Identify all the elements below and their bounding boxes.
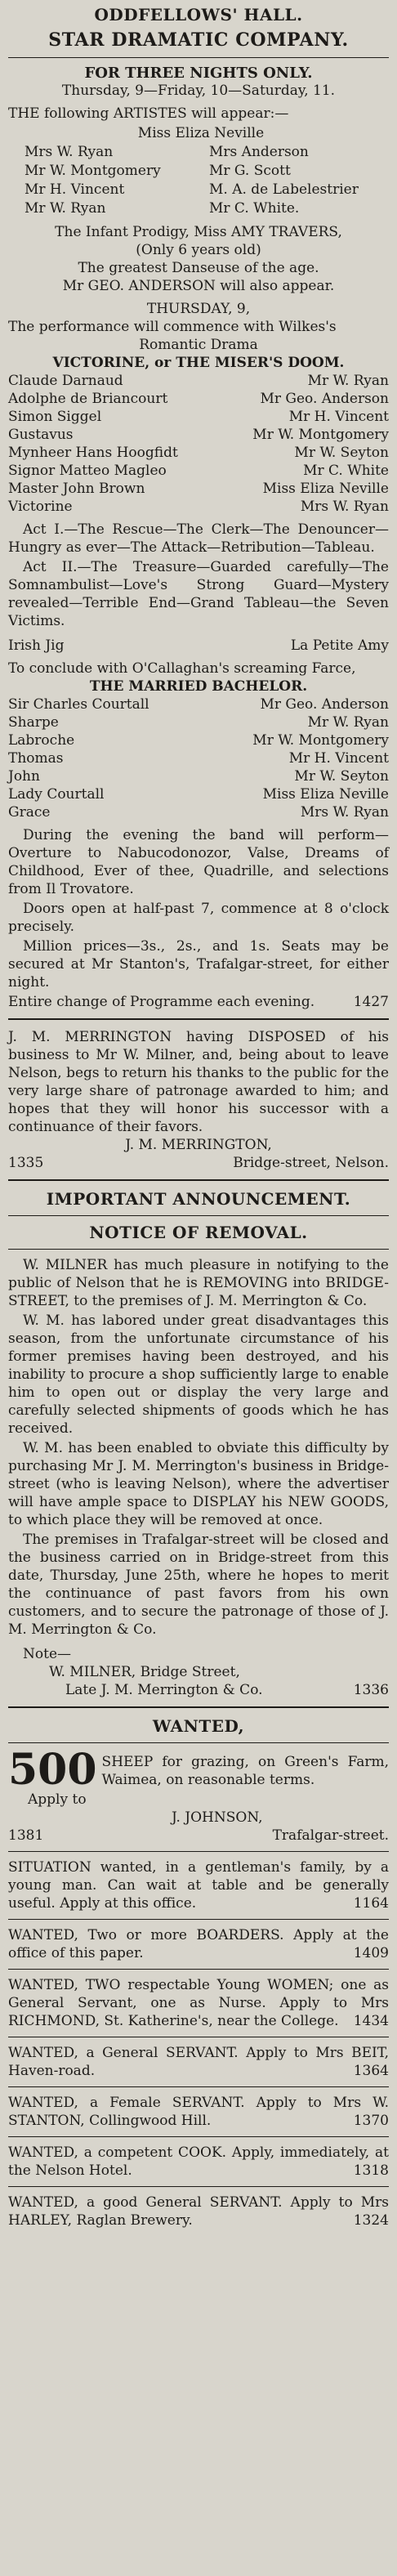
jig-label: Irish Jig xyxy=(8,637,65,654)
thursday-heading: THURSDAY, 9, xyxy=(146,301,251,317)
sheep-text: SHEEP for grazing, on Green's Farm, Waimea, on reasonable terms. xyxy=(101,1754,389,1788)
cast-row xyxy=(8,372,389,390)
ad-body: WANTED, TWO respectable Young WOMEN; one as General Servant, one as Nurse. Apply to Mrs RICHMOND, St. Katherine's, near the College. xyxy=(8,1977,389,2029)
divider xyxy=(8,1018,389,1020)
cast-row xyxy=(8,695,389,713)
change-text: Entire change of Programme each evening. xyxy=(8,994,315,1010)
sheep-advert xyxy=(8,1745,389,1845)
note-label: Note— xyxy=(23,1646,72,1662)
wanted-ad xyxy=(8,2044,389,2080)
hall-title: ODDFELLOWS' HALL. xyxy=(94,5,303,25)
important-heading: IMPORTANT ANNOUNCEMENT. xyxy=(46,1189,351,1209)
conclude-line: To conclude with O'Callaghan's screaming Farce, xyxy=(8,660,356,677)
divider xyxy=(8,1742,389,1743)
prodigy-line: The Infant Prodigy, Miss AMY TRAVERS, xyxy=(55,224,342,240)
cast-row xyxy=(8,713,389,731)
ad-text xyxy=(8,1976,389,2030)
cast-role: Labroche xyxy=(8,732,75,749)
cast-row xyxy=(8,462,389,480)
cast-role: Sharpe xyxy=(8,714,59,731)
cast-row xyxy=(8,390,389,408)
cast-actor: Mr W. Ryan xyxy=(307,714,389,731)
cast-role: Gustavus xyxy=(8,427,74,443)
cast-actor: Mr W. Ryan xyxy=(307,373,389,389)
cast-row xyxy=(8,731,389,749)
artiste-name: M. A. de Labelestrier xyxy=(209,181,359,198)
artiste-name: Mrs W. Ryan xyxy=(25,144,114,160)
cast-actor: Mrs W. Ryan xyxy=(300,804,389,821)
artiste-name: Mr G. Scott xyxy=(209,163,291,179)
divider xyxy=(8,1919,389,1920)
ad-text xyxy=(8,1926,389,1962)
cast-row xyxy=(8,444,389,462)
artiste-name: Mrs Anderson xyxy=(209,144,309,160)
cast-role: Grace xyxy=(8,804,51,821)
advert-ref: 1164 xyxy=(353,1895,389,1912)
cast-role: Thomas xyxy=(8,750,64,767)
removal-heading: NOTICE OF REMOVAL. xyxy=(89,1223,308,1242)
anderson-line: Mr GEO. ANDERSON will also appear. xyxy=(62,278,335,294)
doors-notice: Doors open at half-past 7, commence at 8 o'clock precisely. xyxy=(8,901,389,935)
merrington-notice xyxy=(8,1028,389,1172)
advert-ref: 1318 xyxy=(353,2162,389,2179)
cast-row xyxy=(8,767,389,785)
change-notice xyxy=(8,993,389,1011)
cast-row xyxy=(8,408,389,426)
wanted-ad xyxy=(8,1926,389,1962)
artistes-intro: THE following ARTISTES will appear:— xyxy=(8,105,289,122)
advert-ref: 1335 xyxy=(8,1155,44,1171)
prodigy-age: (Only 6 years old) xyxy=(136,242,261,258)
divider xyxy=(8,1215,389,1216)
removal-p1: W. MILNER has much pleasure in notifying to the public of Nelson that he is REMOVING into BRIDGE-STREET, to the premises of J. M. Merrington & Co. xyxy=(8,1257,389,1309)
cast-role: Master John Brown xyxy=(8,481,145,497)
advert-ref: 1336 xyxy=(353,1682,389,1698)
artiste-row xyxy=(25,162,377,181)
wanted-ads xyxy=(8,1851,389,2229)
divider xyxy=(8,1969,389,1970)
artiste-row xyxy=(25,199,377,218)
advert-ref: 1364 xyxy=(353,2063,389,2079)
wanted-heading: WANTED, xyxy=(152,1716,245,1736)
wanted-ad xyxy=(8,2194,389,2229)
divider xyxy=(8,1179,389,1181)
ad-body: WANTED, a good General SERVANT. Apply to Mrs HARLEY, Raglan Brewery. xyxy=(8,2194,389,2229)
sheep-signature: J. JOHNSON, xyxy=(172,1809,263,1826)
cast-actor: Mr H. Vincent xyxy=(288,409,389,425)
cast-actor: Mr Geo. Anderson xyxy=(260,391,389,407)
ad-body: WANTED, a Female SERVANT. Apply to Mrs W. STANTON, Collingwood Hill. xyxy=(8,2095,389,2129)
merrington-address: Bridge-street, Nelson. xyxy=(233,1155,389,1171)
ad-text xyxy=(8,2094,389,2130)
commence-line: The performance will commence with Wilkes's xyxy=(8,319,337,335)
cast-role: Mynheer Hans Hoogfidt xyxy=(8,445,178,461)
divider xyxy=(8,2136,389,2137)
artiste-name: Mr W. Ryan xyxy=(25,200,106,217)
milner-signature: W. MILNER, Bridge Street, xyxy=(49,1664,240,1680)
advert-ref: 1324 xyxy=(353,2212,389,2229)
divider xyxy=(8,2186,389,2187)
artiste-name: Miss Eliza Neville xyxy=(137,125,265,141)
artiste-row xyxy=(25,181,377,199)
dates-line: Thursday, 9—Friday, 10—Saturday, 11. xyxy=(61,83,336,99)
removal-p3: W. M. has been enabled to obviate this difficulty by purchasing Mr J. M. Merrington's business in Bridge-street (who is leaving Nelson), where the advertiser will have ample space to DISPLAY his NEW GOODS, to which place they will be removed at once. xyxy=(8,1440,389,1528)
wanted-ad xyxy=(8,1976,389,2030)
company-title: STAR DRAMATIC COMPANY. xyxy=(48,29,349,51)
cast-actor: Mr C. White xyxy=(303,463,389,479)
nights-heading: FOR THREE NIGHTS ONLY. xyxy=(84,65,313,82)
divider xyxy=(8,2086,389,2087)
sheep-apply: Apply to xyxy=(28,1791,87,1808)
artiste-name: Mr W. Montgomery xyxy=(25,163,161,179)
advert-ref: 1409 xyxy=(353,1945,389,1961)
prices-notice: Million prices—3s., 2s., and 1s. Seats may be secured at Mr Stanton's, Trafalgar-street, for either night. xyxy=(8,938,389,991)
ad-body: SITUATION wanted, in a gentleman's family, by a young man. Can wait at table and be generally useful. Apply at this office. xyxy=(8,1859,389,1912)
sheep-address: Trafalgar-street. xyxy=(272,1827,389,1844)
cast-row xyxy=(8,480,389,498)
cast-actor: Mr W. Seyton xyxy=(294,445,389,461)
ad-body: WANTED, a General SERVANT. Apply to Mrs BEIT, Haven-road. xyxy=(8,2045,389,2079)
cast-role: Simon Siggel xyxy=(8,409,102,425)
cast-row xyxy=(8,803,389,821)
ad-body: WANTED, a competent COOK. Apply, immediately, at the Nelson Hotel. xyxy=(8,2144,389,2179)
cast-row xyxy=(8,749,389,767)
act-two: Act II.—The Treasure—Guarded carefully—The Somnambulist—Love's Strong Guard—Mystery revealed—Terrible End—Grand Tableau—the Seven Victims. xyxy=(8,559,389,629)
wanted-ad xyxy=(8,2144,389,2180)
ad-text xyxy=(8,2194,389,2229)
advert-ref: 1370 xyxy=(353,2113,389,2129)
hall-advert xyxy=(8,5,389,1011)
divider xyxy=(8,1851,389,1852)
cast-role: Adolphe de Briancourt xyxy=(8,391,168,407)
cast-role: Victorine xyxy=(8,499,73,515)
removal-p2: W. M. has labored under great disadvantages this season, from the unfortunate circumstance of his former premises having been destroyed, and his inability to procure a shop sufficiently large to enable him to open out or display the very large and carefully selected shipments of goods which he has received. xyxy=(8,1313,389,1437)
advert-ref: 1434 xyxy=(353,2013,389,2029)
farce-cast xyxy=(8,695,389,821)
removal-notice xyxy=(8,1189,389,1699)
romantic-drama: Romantic Drama xyxy=(139,337,258,353)
advert-ref: 1381 xyxy=(8,1827,44,1844)
artistes-list xyxy=(8,123,389,218)
cast-role: Signor Matteo Magleo xyxy=(8,463,167,479)
cast-role: John xyxy=(8,768,40,785)
farce-title: THE MARRIED BACHELOR. xyxy=(89,678,308,695)
cast-row xyxy=(8,426,389,444)
merrington-text: J. M. MERRINGTON having DISPOSED of his business to Mr W. Milner, and, being about to leave Nelson, begs to return his thanks to the public for the very large share of patronage awarded to him; and hopes that they will honor his successor with a continuance of their favors. xyxy=(8,1029,389,1135)
wanted-ad xyxy=(8,1858,389,1912)
drama-title: VICTORINE, or THE MISER'S DOOM. xyxy=(52,355,345,371)
drama-cast xyxy=(8,372,389,516)
danseuse-line: The greatest Danseuse of the age. xyxy=(78,260,319,276)
milner-late: Late J. M. Merrington & Co. xyxy=(65,1682,263,1698)
ad-body: WANTED, Two or more BOARDERS. Apply at the office of this paper. xyxy=(8,1927,389,1961)
sheep-number: 500 xyxy=(8,1745,97,1795)
artiste-name: Mr H. Vincent xyxy=(25,181,125,198)
removal-p4: The premises in Trafalgar-street will be closed and the business carried on in Bridge-street from this date, Thursday, June 25th, where he hopes to merit the continuance of past favors from his own customers, and to secure the patronage of those of J. M. Merrington & Co. xyxy=(8,1532,389,1638)
merrington-signature: J. M. MERRINGTON, xyxy=(125,1137,272,1153)
cast-actor: Mr W. Montgomery xyxy=(252,427,389,443)
cast-role: Claude Darnaud xyxy=(8,373,123,389)
advert-ref: 1427 xyxy=(353,994,389,1010)
divider xyxy=(8,1706,389,1708)
artiste-row xyxy=(25,143,377,162)
cast-actor: Mr W. Montgomery xyxy=(252,732,389,749)
wanted-ad xyxy=(8,2094,389,2130)
ad-text xyxy=(8,1858,389,1912)
band-notice: During the evening the band will perform—Overture to Nabucodonozor, Valse, Dreams of Childhood, Ever of thee, Quadrille, and selections from Il Trovatore. xyxy=(8,827,389,897)
cast-actor: Mr Geo. Anderson xyxy=(260,696,389,713)
artiste-row xyxy=(25,124,377,143)
jig-performer: La Petite Amy xyxy=(290,637,389,654)
ad-text xyxy=(8,2144,389,2180)
cast-role: Lady Courtall xyxy=(8,786,105,803)
artiste-name: Mr C. White. xyxy=(209,200,300,217)
ad-text xyxy=(8,2044,389,2080)
cast-row xyxy=(8,785,389,803)
cast-actor: Mr W. Seyton xyxy=(294,768,389,785)
cast-actor: Mr H. Vincent xyxy=(288,750,389,767)
cast-actor: Miss Eliza Neville xyxy=(262,786,389,803)
jig-row xyxy=(8,637,389,655)
cast-role: Sir Charles Courtall xyxy=(8,696,149,713)
cast-row xyxy=(8,498,389,516)
cast-actor: Miss Eliza Neville xyxy=(262,481,389,497)
divider xyxy=(8,1249,389,1250)
cast-actor: Mrs W. Ryan xyxy=(300,499,389,515)
divider xyxy=(8,57,389,58)
act-one: Act I.—The Rescue—The Clerk—The Denouncer—Hungry as ever—The Attack—Retribution—Tableau. xyxy=(8,521,389,556)
